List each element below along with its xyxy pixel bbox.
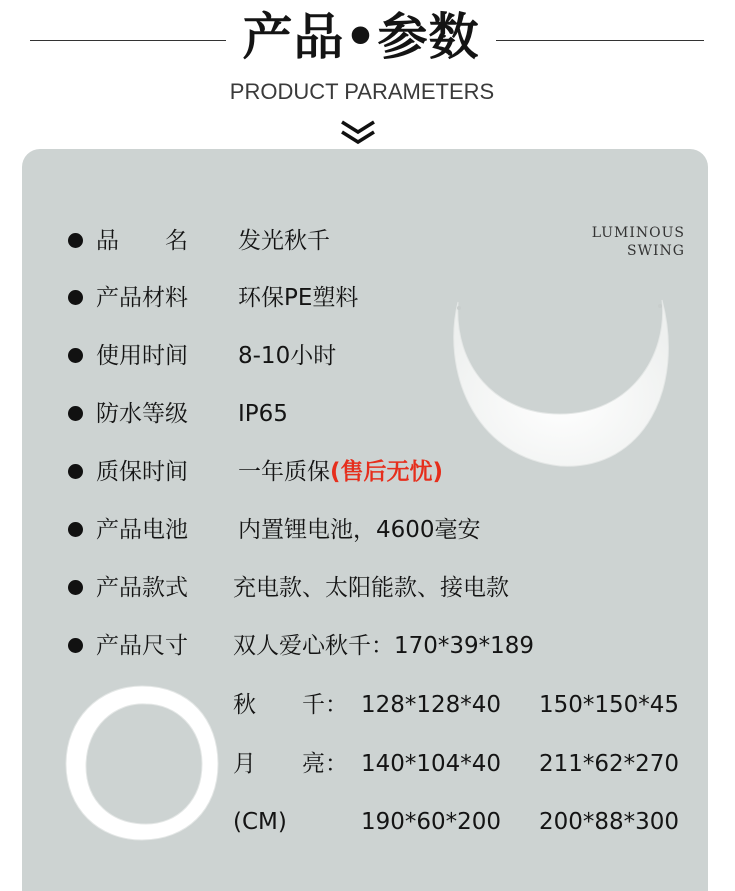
param-value: 内置锂电池，4600毫安 (238, 517, 481, 543)
size-row-unit (233, 802, 693, 842)
param-label: 使用时间 (96, 343, 188, 369)
size-name: 秋 千： (233, 692, 348, 718)
param-value (238, 452, 443, 492)
param-value: 发光秋千 (238, 228, 330, 254)
param-value: 8-10小时 (238, 343, 337, 369)
param-label: 产品尺寸 (96, 633, 188, 659)
header (0, 6, 735, 68)
page-subtitle: PRODUCT PARAMETERS (229, 79, 495, 104)
param-value: IP65 (238, 401, 288, 427)
bullet-icon (68, 233, 83, 248)
title-divider-left (30, 40, 226, 41)
param-value: 双人爱心秋千：170*39*189 (233, 633, 535, 659)
size-unit: (CM) (233, 809, 287, 835)
ring-swing-image (62, 684, 222, 844)
size-value-b: 211*62*270 (539, 751, 680, 777)
param-label: 产品材料 (96, 285, 188, 311)
size-name: 月 亮： (233, 751, 348, 777)
bullet-icon (68, 580, 83, 595)
param-label: 品 名 (96, 228, 188, 254)
brand-line-2: SWING (627, 243, 685, 259)
param-value: 环保PE塑料 (238, 285, 359, 311)
param-label: 质保时间 (96, 459, 188, 485)
param-value: 充电款、太阳能款、接电款 (233, 575, 509, 601)
bullet-icon (68, 348, 83, 363)
param-label: 产品电池 (96, 517, 188, 543)
page-title: 产品•参数 (242, 8, 480, 66)
param-label: 产品款式 (96, 575, 188, 601)
size-value-a: 128*128*40 (361, 692, 502, 718)
chevron-double-down-icon (338, 118, 378, 148)
size-row-moon (233, 744, 693, 784)
bullet-icon (68, 638, 83, 653)
size-value-b: 150*150*45 (539, 692, 680, 718)
size-row-swing (233, 685, 693, 725)
bullet-icon (68, 522, 83, 537)
brand-text (592, 224, 685, 260)
warranty-highlight: (售后无忧) (330, 459, 444, 485)
bullet-icon (68, 290, 83, 305)
size-value-a: 190*60*200 (361, 809, 502, 835)
brand-line-1: LUMINOUS (591, 225, 685, 241)
warranty-text: 一年质保 (238, 459, 330, 485)
title-divider-right (496, 40, 704, 41)
bullet-icon (68, 406, 83, 421)
bullet-icon (68, 464, 83, 479)
moon-swing-image (440, 296, 680, 471)
size-value-b: 200*88*300 (539, 809, 680, 835)
param-label: 防水等级 (96, 401, 188, 427)
size-value-a: 140*104*40 (361, 751, 502, 777)
